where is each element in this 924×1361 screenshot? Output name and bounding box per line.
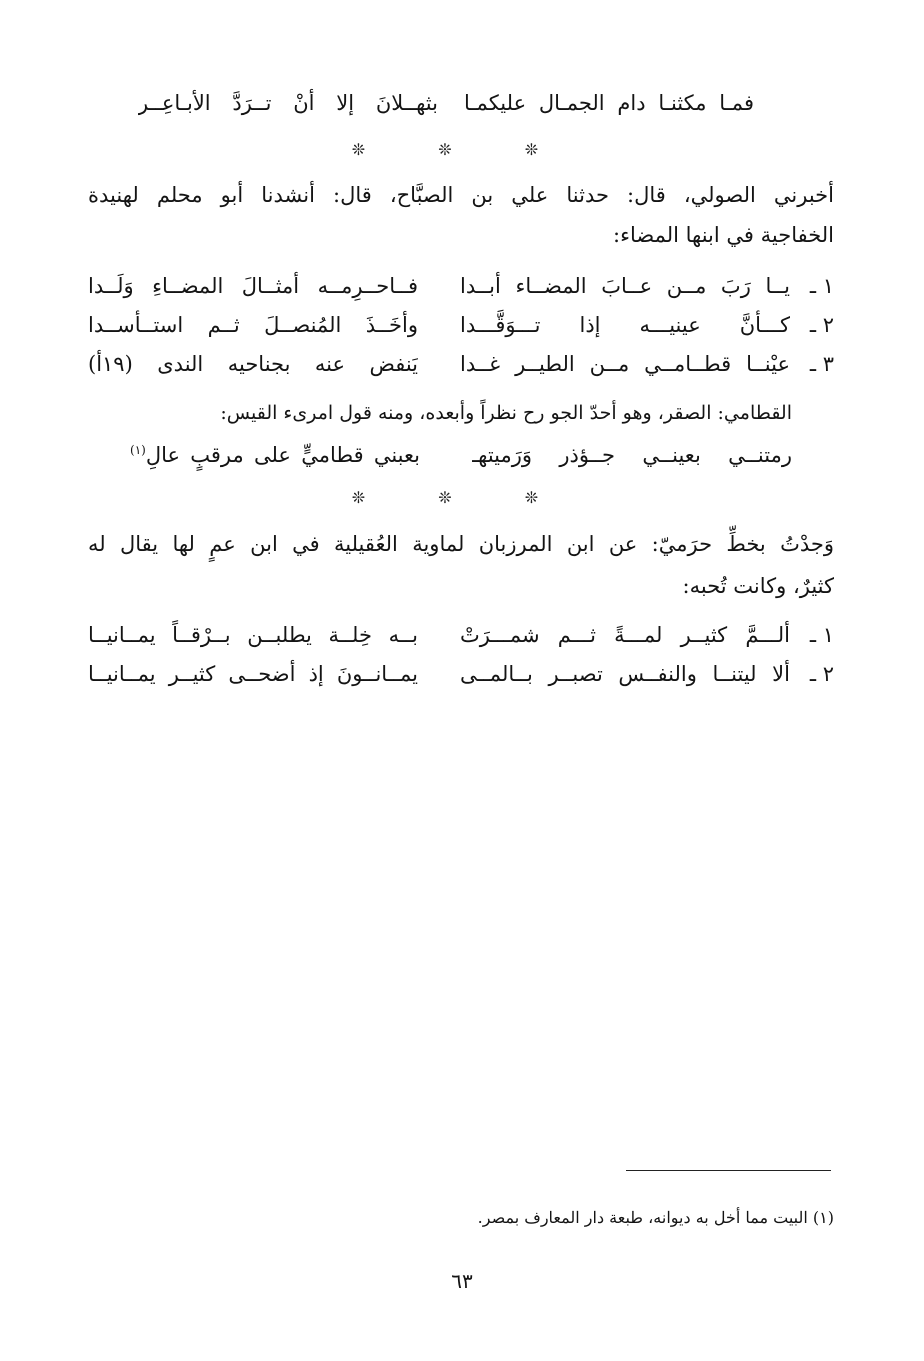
verse-second-hemistich: يمــانــونَ إذ أضحــى كثيــر يمــانيــا: [88, 662, 418, 686]
page-number: ٦٣: [451, 1269, 473, 1293]
gloss-text: القطامي: الصقر، وهو أحدّ الجو رح نظراً وأبعده، ومنه قول امرىء القيس:: [220, 402, 792, 424]
section2-intro-line1: وَجدْتُ بخطِّ حرَميّ: عن ابن المرزبان لماوية العُقيلية في ابن عمٍ لها يقال له: [88, 532, 834, 556]
footnote-divider: [626, 1170, 831, 1171]
verse-first-hemistich: عيْنــا قطــامــي مــن الطيــر غــدا: [460, 352, 790, 376]
footnote: (١) البيت مما أخل به ديوانه، طبعة دار المعارف بمصر.: [477, 1208, 834, 1227]
section2-intro-line2: كثيرٌ، وكانت تُحبه:: [682, 574, 834, 598]
verse-first-hemistich: ألـــمَّ كثيــر لمـــةً ثـــم شمـــرَتْ: [460, 623, 790, 647]
section1-intro-line1: أخبرني الصولي، قال: حدثنا علي بن الصبَّاح، قال: أنشدنا أبو محلم لهنيدة: [88, 183, 834, 207]
verse-row: [88, 307, 834, 343]
verse-second-hemistich: فــاحــرِمــه أمثــالَ المضــاءِ وَلَــدا: [88, 274, 418, 298]
verse-second-hemistich: وأخَــذَ المُنصــلَ ثــم استــأســدا: [88, 313, 418, 337]
verse-first-hemistich: يــا رَبَ مــن عــابَ المضــاء أبــدا: [460, 274, 790, 298]
verse-second-hemistich: بثهــلانَ إلا أنْ تــرَدَّ الأبـاعِــر: [138, 91, 438, 115]
verse-row: [88, 268, 834, 304]
verse-top: [88, 85, 834, 121]
verse-number: ٣ ـ: [809, 352, 834, 376]
quote-second-text: بعبني قطاميٍّ على مرقبٍ عالِ: [145, 443, 420, 467]
section-separator: ❊ ❊ ❊: [351, 140, 573, 159]
section-separator: ❊ ❊ ❊: [351, 488, 573, 507]
verse-second-hemistich: [130, 437, 420, 473]
verse-number: ٢ ـ: [809, 662, 834, 686]
verse-first-hemistich: رمتنــي بعينــي جــؤذر وَرَميتهـ: [472, 443, 792, 467]
verse-row: [88, 346, 834, 382]
verse-number: ١ ـ: [809, 623, 834, 647]
verse-first-hemistich: كـــأنَّ عينيـــه إذا تـــوَقَّـــدا: [460, 313, 790, 337]
verse-second-hemistich: بــه خِلــة يطلبــن بــرْقــاً يمــانيــا: [88, 623, 418, 647]
verse-second-hemistich: يَنفض عنه بجناحيه الندى (١٩أ): [88, 352, 418, 376]
section1-intro-line2: الخفاجية في ابنها المضاء:: [613, 223, 834, 247]
verse-number: ١ ـ: [809, 274, 834, 298]
footnote-marker: (١): [130, 443, 146, 457]
verse-row: [88, 617, 834, 653]
verse-first-hemistich: فمـا مكثنـا دام الجمـال عليكمـا: [464, 91, 754, 115]
verse-number: ٢ ـ: [809, 313, 834, 337]
quote-verse: [130, 437, 792, 473]
verse-row: [88, 656, 834, 692]
verse-first-hemistich: ألا ليتنــا والنفــس تصبــر بــالمــى: [460, 662, 790, 686]
